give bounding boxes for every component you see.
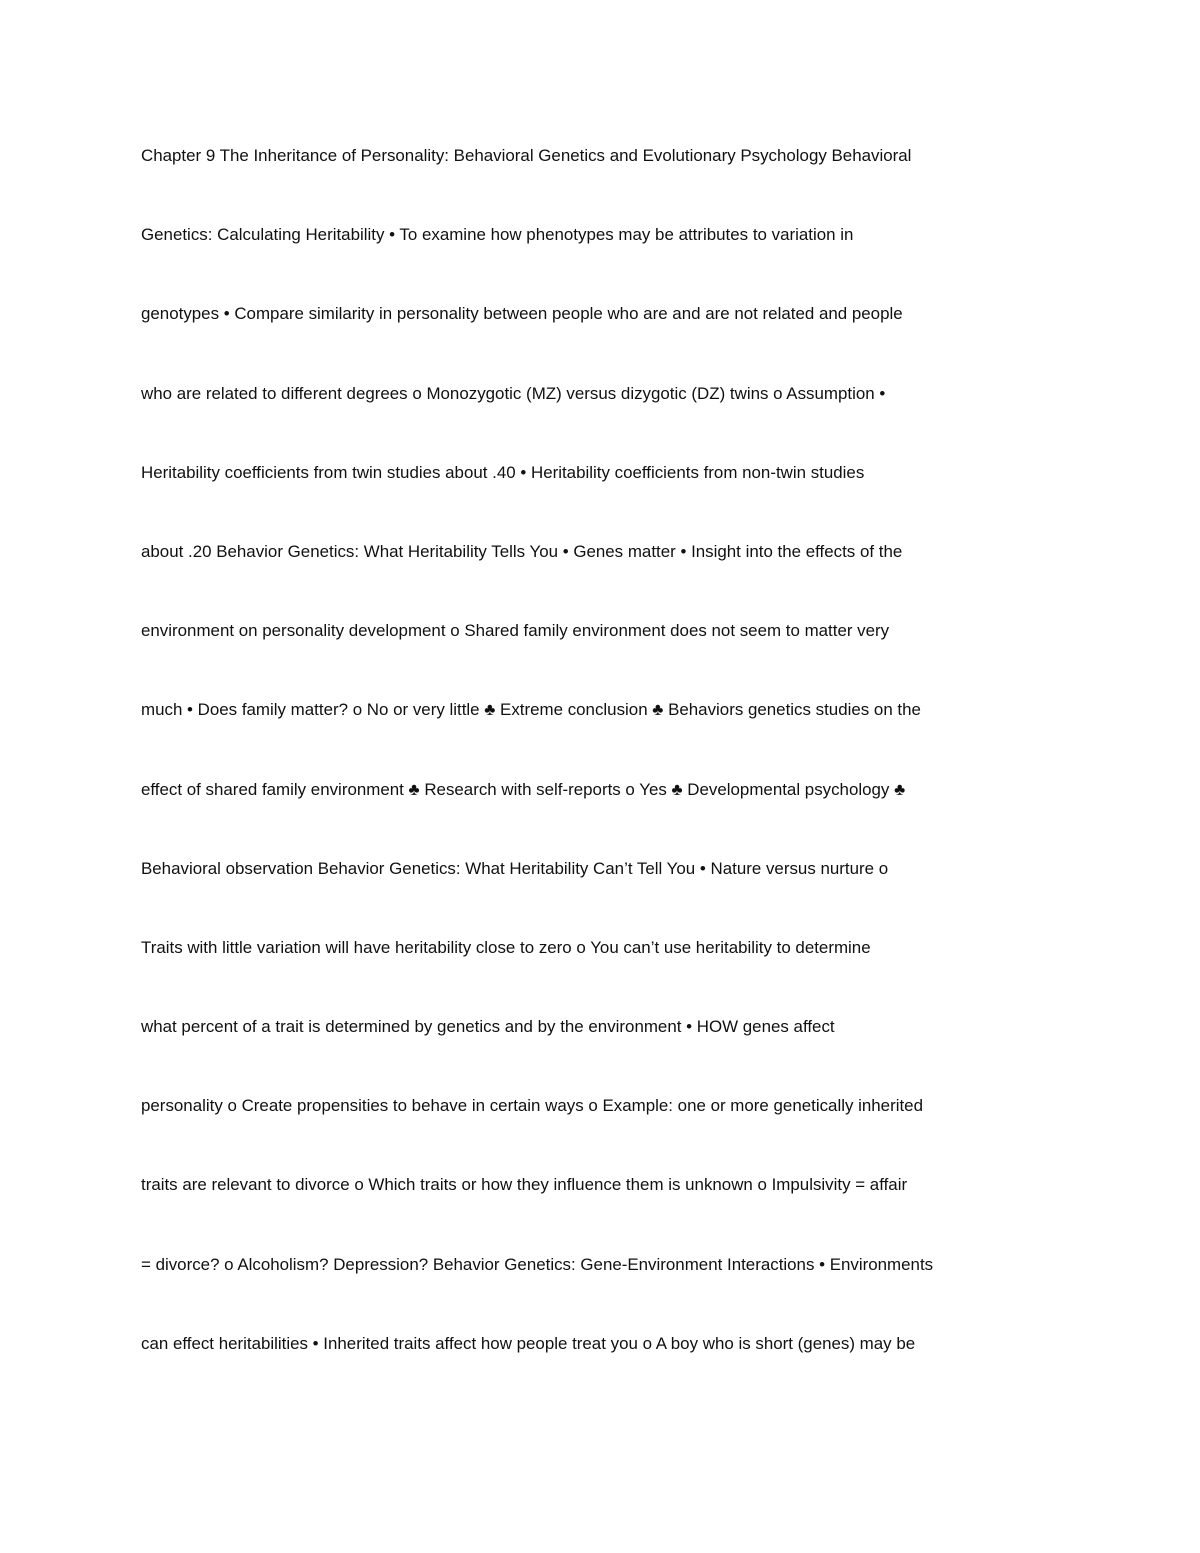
text-line: Chapter 9 The Inheritance of Personality: Behavioral Genetics and Evolutionary Psychology Behavioral: [141, 146, 912, 165]
text-line: personality o Create propensities to behave in certain ways o Example: one or more genetically inherited: [141, 1096, 923, 1116]
text-line: environment on personality development o Shared family environment does not seem to matter very: [141, 621, 890, 641]
text-line: who are related to different degrees o Monozygotic (MZ) versus dizygotic (DZ) twins o Assumption •: [141, 383, 886, 403]
text-line: Traits with little variation will have heritability close to zero o You can’t use heritability to determine: [141, 937, 871, 957]
text-line: = divorce? o Alcoholism? Depression? Behavior Genetics: Gene-Environment Interactions • Environments: [141, 1254, 934, 1274]
text-line: traits are relevant to divorce o Which traits or how they influence them is unknown o Impulsivity = affair: [141, 1175, 908, 1195]
text-line: genotypes • Compare similarity in personality between people who are and are not related and people: [141, 304, 903, 324]
text-line: effect of shared family environment ♣ Research with self-reports o Yes ♣ Developmental psychology ♣: [141, 779, 906, 799]
text-line: about .20 Behavior Genetics: What Heritability Tells You • Genes matter • Insight into the effects of the: [141, 541, 903, 561]
document-body: [141, 140, 1071, 1407]
text-line: much • Does family matter? o No or very little ♣ Extreme conclusion ♣ Behaviors genetics studies on the: [141, 700, 921, 720]
text-line: Genetics: Calculating Heritability • To examine how phenotypes may be attributes to variation in: [141, 225, 854, 245]
text-line: what percent of a trait is determined by genetics and by the environment • HOW genes affect: [141, 1017, 835, 1037]
text-line: Heritability coefficients from twin studies about .40 • Heritability coefficients from non-twin studies: [141, 462, 865, 482]
text-line: can effect heritabilities • Inherited traits affect how people treat you o A boy who is short (genes) may be: [141, 1333, 916, 1353]
text-line: Behavioral observation Behavior Genetics: What Heritability Can’t Tell You • Nature versus nurture o: [141, 858, 889, 878]
